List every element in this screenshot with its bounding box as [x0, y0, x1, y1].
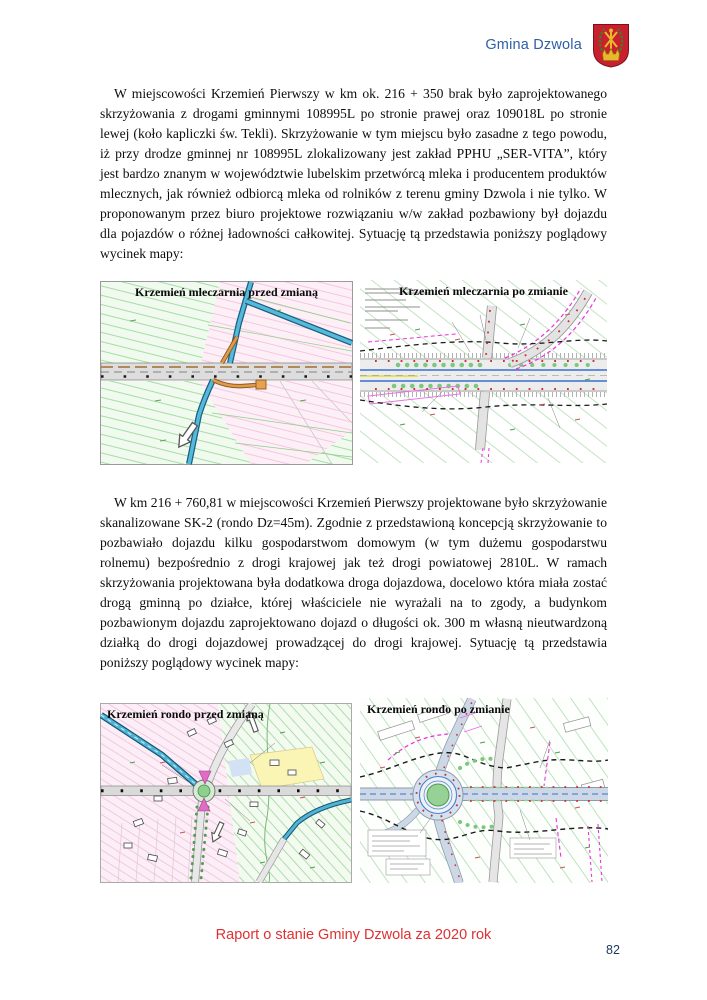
map-caption-rondo-after: Krzemień rondo po zmianie — [367, 702, 510, 716]
map-rondo-after — [360, 698, 608, 883]
map-mleczarnia-after-drawing — [360, 280, 607, 463]
map-mleczarnia-before — [100, 281, 353, 465]
report-footer-title: Raport o stanie Gminy Dzwola za 2020 rok — [215, 927, 492, 943]
map-caption-rondo-before: Krzemień rondo przed zmianą — [107, 707, 264, 721]
map-caption-mleczarnia-before: Krzemień mleczarnia przed zmianą — [135, 285, 318, 299]
map-rondo-before — [100, 703, 352, 883]
map-mleczarnia-after — [360, 280, 607, 463]
page-header — [485, 22, 631, 68]
paragraph-krzemien-rondo: W km 216 + 760,81 w miejscowości Krzemień Pierwszy projektowane było skrzyżowanie skanalizowane SK-2 (rondo Dz=45m). Zgodnie z przedstawioną koncepcją skrzyżowanie to pozbawiało dojazdu kilku gospodarstwom domowym (w tym dużemu gospodarstwu rolnemu) bezpośrednio z drogi krajowej jak też drogi powiatowej 2810L. W ramach skrzyżowania projektowana była dodatkowa droga dojazdowa, docelowo która miała zostać drogą gminną po działce, której właściciele nie wyrażali na to zgody, a budynkom pozbawionym dojazdu zaprojektowano dojazd o długości ok. 300 m własną nieutwardzoną działką do drogi dojazdowej prowadzącej do drogi krajowej. Sytuację tą przedstawia poniższy poglądowy wycinek mapy: — [100, 495, 607, 670]
map-rondo-after-drawing — [360, 698, 608, 883]
municipality-name: Gmina Dzwola — [485, 37, 582, 53]
map-rondo-before-drawing — [100, 703, 352, 883]
map-mleczarnia-before-drawing — [100, 281, 353, 465]
map-caption-mleczarnia-after: Krzemień mleczarnia po zmianie — [399, 284, 568, 298]
page-number: 82 — [606, 943, 620, 957]
paragraph-krzemien-mleczarnia: W miejscowości Krzemień Pierwszy w km ok. 216 + 350 brak było zaprojektowanego skrzyżowania z drogami gminnymi 108995L po stronie prawej oraz 109018L po stronie lewej (koło kapliczki św. Tekli). Skrzyżowanie w tym miejscu było zasadne z tego powodu, iż przy drodze gminnej nr 108995L zlokalizowany jest zakład PPHU „SER-VITA”, który jest bardzo znanym w województwie lubelskim przetwórcą mleka i producentem produktów mlecznych, jak również odbiorcą mleka od rolników z terenu gminy Dzwola i nie tylko. W proponowanym przez biuro projektowe rozwiązaniu w/w zakład pozbawiony był dojazdu dla pojazdów o różnej ładowności całkowitej. Sytuację tą przedstawia poniższy poglądowy wycinek mapy: — [100, 86, 607, 261]
dzwola-coat-of-arms-icon — [591, 23, 631, 68]
